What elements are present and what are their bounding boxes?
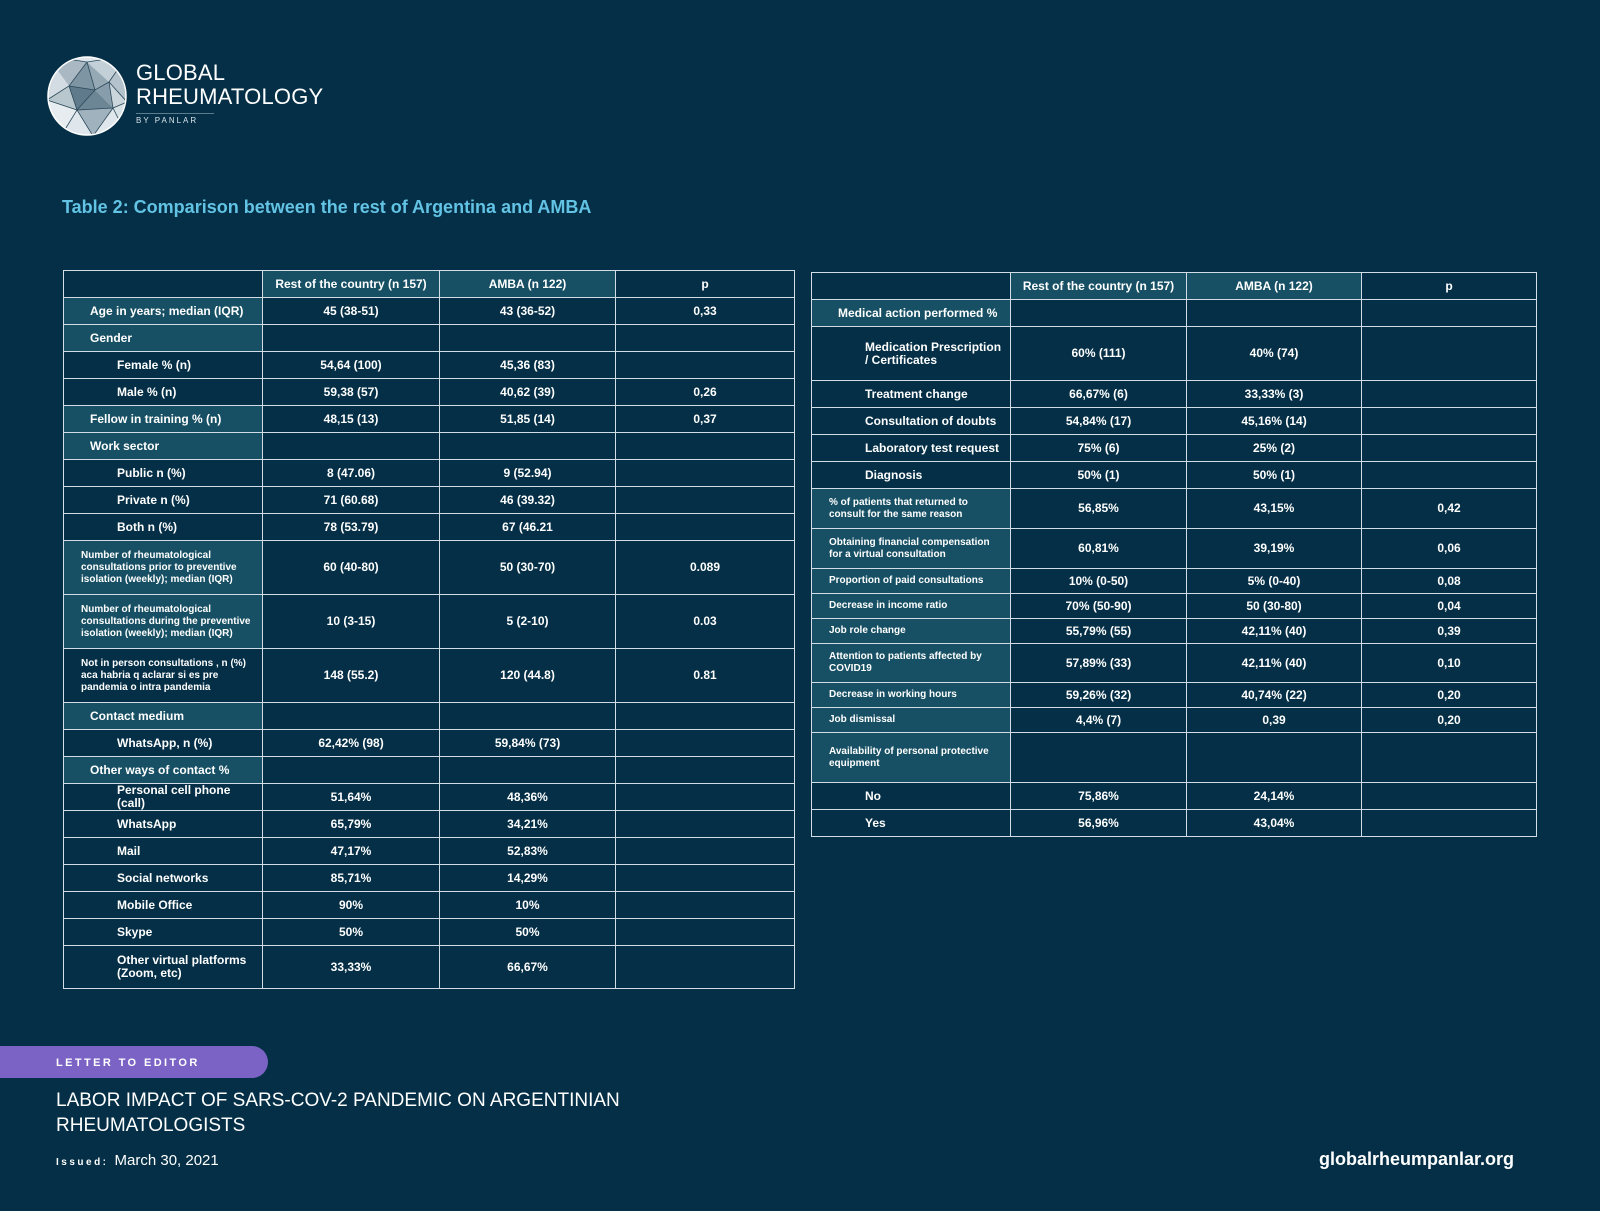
table-row [64,730,795,757]
rest-value: 10% (0-50) [1011,569,1187,594]
amba-value: 14,29% [440,865,616,892]
amba-value [440,433,616,460]
p-value [616,730,795,757]
row-label: Number of rheumatological consultations during the preventive isolation (weekly); median (IQR) [64,595,263,649]
p-value [1362,408,1537,435]
p-value [616,784,795,811]
amba-value: 48,36% [440,784,616,811]
rest-value: 60% (111) [1011,327,1187,381]
row-label: Fellow in training % (n) [64,406,263,433]
row-label: Other virtual platforms (Zoom, etc) [64,946,263,989]
row-label: Private n (%) [64,487,263,514]
issued-date-line [56,1152,219,1169]
p-value [616,703,795,730]
amba-value: 50 (30-70) [440,541,616,595]
table-row [64,433,795,460]
row-label: Work sector [64,433,263,460]
website-link[interactable]: globalrheumpanlar.org [1318,1149,1514,1169]
p-value [616,460,795,487]
category-badge [0,1046,268,1078]
row-label: Medication Prescription / Certificates [812,327,1011,381]
rest-value: 65,79% [263,811,440,838]
amba-value: 10% [440,892,616,919]
amba-value: 50% [440,919,616,946]
rest-value: 56,96% [1011,810,1187,837]
row-label: No [812,783,1011,810]
row-label: Male % (n) [64,379,263,406]
rest-value: 50% (1) [1011,462,1187,489]
logo-line-1: GLOBAL [136,60,226,85]
header-cell-rest: Rest of the country (n 157) [1011,273,1187,300]
row-label: Yes [812,810,1011,837]
table-row [812,300,1537,327]
rest-value: 51,64% [263,784,440,811]
amba-value [1187,300,1362,327]
p-value [1362,733,1537,783]
journal-logo[interactable] [47,56,323,136]
row-label: Other ways of contact % [64,757,263,784]
amba-value: 50% (1) [1187,462,1362,489]
table-row [64,460,795,487]
table-row [812,462,1537,489]
rest-value: 62,42% (98) [263,730,440,757]
table-row [64,595,795,649]
row-label: Public n (%) [64,460,263,487]
rest-value: 48,15 (13) [263,406,440,433]
amba-value: 46 (39.32) [440,487,616,514]
row-label: Proportion of paid consultations [812,569,1011,594]
table-row [812,489,1537,529]
logo-line-2: RHEUMATOLOGY [136,84,324,109]
rest-value: 78 (53.79) [263,514,440,541]
row-label: Age in years; median (IQR) [64,298,263,325]
amba-value: 67 (46.21 [440,514,616,541]
row-label: WhatsApp [64,811,263,838]
rest-value: 47,17% [263,838,440,865]
p-value: 0,04 [1362,594,1537,619]
amba-value: 39,19% [1187,529,1362,569]
table-row [64,946,795,989]
table-row [812,435,1537,462]
row-label: Both n (%) [64,514,263,541]
rest-value: 71 (60.68) [263,487,440,514]
rest-value: 45 (38-51) [263,298,440,325]
table-row [64,892,795,919]
p-value [616,325,795,352]
rest-value [1011,300,1187,327]
amba-value [440,703,616,730]
p-value [616,946,795,989]
p-value [616,865,795,892]
row-label: Medical action performed % [812,300,1011,327]
amba-value: 34,21% [440,811,616,838]
amba-value: 66,67% [440,946,616,989]
p-value [1362,783,1537,810]
p-value [616,352,795,379]
p-value: 0,08 [1362,569,1537,594]
rest-value: 59,26% (32) [1011,683,1187,708]
row-label: Treatment change [812,381,1011,408]
p-value: 0,39 [1362,619,1537,644]
amba-value: 59,84% (73) [440,730,616,757]
amba-value: 40,62 (39) [440,379,616,406]
table-row [64,325,795,352]
p-value [1362,300,1537,327]
amba-value: 43 (36-52) [440,298,616,325]
row-label: Availability of personal protective equipment [812,733,1011,783]
header-cell-amba: AMBA (n 122) [1187,273,1362,300]
issued-date: March 30, 2021 [114,1152,219,1169]
amba-value: 43,15% [1187,489,1362,529]
p-value: 0,26 [616,379,795,406]
table-row [64,865,795,892]
p-value [1362,327,1537,381]
p-value [616,838,795,865]
table-row [812,644,1537,683]
row-label: Female % (n) [64,352,263,379]
p-value [616,514,795,541]
rest-value: 90% [263,892,440,919]
rest-value: 55,79% (55) [1011,619,1187,644]
amba-value: 25% (2) [1187,435,1362,462]
right-comparison-table [811,272,1537,837]
amba-value [440,757,616,784]
table-row [64,487,795,514]
amba-value: 0,39 [1187,708,1362,733]
amba-value: 50 (30-80) [1187,594,1362,619]
amba-value: 45,16% (14) [1187,408,1362,435]
globe-network-icon [47,56,127,136]
table-row [64,298,795,325]
amba-value: 40,74% (22) [1187,683,1362,708]
p-value: 0.03 [616,595,795,649]
rest-value [263,757,440,784]
amba-value: 42,11% (40) [1187,619,1362,644]
table-title: Table 2: Comparison between the rest of Argentina and AMBA [62,197,592,217]
article-title: LABOR IMPACT OF SARS-COV-2 PANDEMIC ON ARGENTINIAN RHEUMATOLOGISTS [56,1090,620,1136]
p-value [616,892,795,919]
row-label: Job dismissal [812,708,1011,733]
amba-value: 40% (74) [1187,327,1362,381]
amba-value: 51,85 (14) [440,406,616,433]
header-cell-p: p [1362,273,1537,300]
rest-value [263,433,440,460]
rest-value [1011,733,1187,783]
row-label: % of patients that returned to consult for the same reason [812,489,1011,529]
table-row [812,594,1537,619]
header-cell-amba: AMBA (n 122) [440,271,616,298]
rest-value: 59,38 (57) [263,379,440,406]
logo-subtitle: BY PANLAR [136,113,214,125]
rest-value: 8 (47.06) [263,460,440,487]
left-comparison-table [63,270,795,989]
row-label: Decrease in income ratio [812,594,1011,619]
amba-value: 9 (52.94) [440,460,616,487]
table-row [812,569,1537,594]
category-label: LETTER TO EDITOR [56,1057,200,1069]
rest-value: 50% [263,919,440,946]
p-value: 0,37 [616,406,795,433]
rest-value [263,703,440,730]
p-value [616,487,795,514]
row-label: Skype [64,919,263,946]
row-label: Decrease in working hours [812,683,1011,708]
rest-value: 60,81% [1011,529,1187,569]
p-value: 0,20 [1362,708,1537,733]
amba-value: 43,04% [1187,810,1362,837]
p-value: 0,20 [1362,683,1537,708]
rest-value: 56,85% [1011,489,1187,529]
table-row [812,381,1537,408]
p-value [1362,462,1537,489]
table-row [812,683,1537,708]
p-value [1362,381,1537,408]
p-value: 0,06 [1362,529,1537,569]
table-row [812,327,1537,381]
header-cell-empty [64,271,263,298]
row-label: Consultation of doubts [812,408,1011,435]
amba-value: 120 (44.8) [440,649,616,703]
p-value: 0,33 [616,298,795,325]
row-label: Social networks [64,865,263,892]
table-row [64,703,795,730]
logo-wordmark [136,61,323,125]
table-row [64,406,795,433]
p-value [616,433,795,460]
table-row [64,514,795,541]
rest-value: 54,64 (100) [263,352,440,379]
rest-value: 57,89% (33) [1011,644,1187,683]
rest-value: 75% (6) [1011,435,1187,462]
rest-value: 70% (50-90) [1011,594,1187,619]
amba-value: 42,11% (40) [1187,644,1362,683]
table-row [812,619,1537,644]
table-row [64,649,795,703]
row-label: Mail [64,838,263,865]
table-row [64,541,795,595]
header-cell-rest: Rest of the country (n 157) [263,271,440,298]
row-label: Obtaining financial compensation for a virtual consultation [812,529,1011,569]
issued-label: Issued: [56,1157,109,1168]
table-row [64,838,795,865]
row-label: Diagnosis [812,462,1011,489]
table-row [812,733,1537,783]
row-label: Gender [64,325,263,352]
amba-value [440,325,616,352]
p-value: 0,10 [1362,644,1537,683]
rest-value: 4,4% (7) [1011,708,1187,733]
amba-value: 33,33% (3) [1187,381,1362,408]
amba-value: 45,36 (83) [440,352,616,379]
row-label: Attention to patients affected by COVID19 [812,644,1011,683]
p-value [616,811,795,838]
table-row [64,919,795,946]
table-row [812,408,1537,435]
p-value [616,919,795,946]
p-value [616,757,795,784]
amba-value: 5 (2-10) [440,595,616,649]
p-value: 0.089 [616,541,795,595]
rest-value: 66,67% (6) [1011,381,1187,408]
table-row [64,379,795,406]
amba-value: 5% (0-40) [1187,569,1362,594]
table-row [64,784,795,811]
p-value [1362,810,1537,837]
amba-value [1187,733,1362,783]
row-label: Mobile Office [64,892,263,919]
p-value: 0.81 [616,649,795,703]
row-label: Not in person consultations , n (%) aca habria q aclarar si es pre pandemia o intra pandemia [64,649,263,703]
row-label: Personal cell phone (call) [64,784,263,811]
rest-value: 54,84% (17) [1011,408,1187,435]
p-value: 0,42 [1362,489,1537,529]
rest-value: 10 (3-15) [263,595,440,649]
row-label: Laboratory test request [812,435,1011,462]
row-label: Contact medium [64,703,263,730]
table-row [812,810,1537,837]
table-header-row [64,271,795,298]
header-cell-empty [812,273,1011,300]
rest-value: 75,86% [1011,783,1187,810]
p-value [1362,435,1537,462]
table-row [812,783,1537,810]
amba-value: 24,14% [1187,783,1362,810]
amba-value: 52,83% [440,838,616,865]
row-label: Number of rheumatological consultations prior to preventive isolation (weekly); median (IQR) [64,541,263,595]
table-row [812,529,1537,569]
rest-value: 148 (55.2) [263,649,440,703]
rest-value: 33,33% [263,946,440,989]
rest-value [263,325,440,352]
table-row [64,352,795,379]
table-row [64,811,795,838]
table-row [812,708,1537,733]
table-row [64,757,795,784]
table-header-row [812,273,1537,300]
header-cell-p: p [616,271,795,298]
row-label: Job role change [812,619,1011,644]
rest-value: 60 (40-80) [263,541,440,595]
row-label: WhatsApp, n (%) [64,730,263,757]
rest-value: 85,71% [263,865,440,892]
